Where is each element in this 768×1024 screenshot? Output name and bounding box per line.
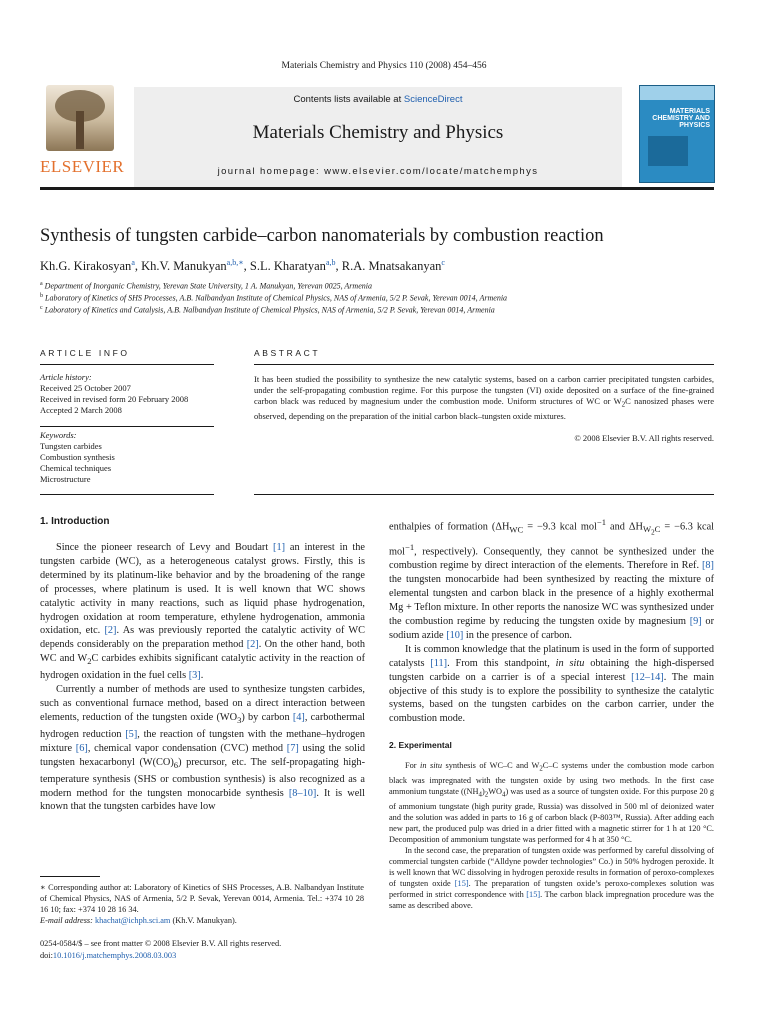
divider	[40, 494, 214, 495]
elsevier-logo[interactable]	[40, 85, 125, 183]
author-marks: a,b	[325, 258, 336, 267]
header-rule	[40, 187, 714, 190]
author-name: Kh.V. Manukyan	[141, 259, 227, 273]
section-heading-experimental: 2. Experimental	[389, 740, 452, 750]
author-name: S.L. Kharatyan	[249, 259, 326, 273]
affiliation: $^c$ Laboratory of Kinetics and Catalysis, A.B. Nalbandyan Institute of Chemical Physics, NAS of Armenia, 5/2 P. Sevak, Yerevan 0014, Armenia	[40, 305, 495, 315]
keywords: Keywords: Tungsten carbides Combustion synthesis Chemical techniques Microstructure	[40, 430, 214, 485]
citation-link[interactable]: [6]	[75, 742, 88, 754]
keyword: Microstructure	[40, 474, 91, 484]
elsevier-logo-text: ELSEVIER	[40, 157, 125, 176]
article-title: Synthesis of tungsten carbide–carbon nanomaterials by combustion reaction	[40, 226, 604, 246]
affiliation: $^b$ Laboratory of Kinetics of SHS Processes, A.B. Nalbandyan Institute of Chemical Physics, NAS of Armenia, 5/2 P. Sevak, Yerevan 0014, Armenia	[40, 293, 508, 303]
author-marks: c	[441, 258, 445, 267]
contents-line	[134, 94, 622, 105]
affiliation: $^a$ Department of Inorganic Chemistry, Yerevan State University, 1 A. Manukyan, Yerevan 0025, Armenia	[40, 281, 372, 291]
citation-link[interactable]: [4]	[292, 711, 305, 723]
citation-link[interactable]: [11]	[430, 657, 448, 669]
author-marks: a	[131, 258, 135, 267]
citation-link[interactable]: [5]	[125, 728, 138, 740]
divider	[254, 494, 714, 495]
journal-homepage[interactable]: journal homepage: www.elsevier.com/locate/matchemphys	[217, 166, 539, 177]
divider	[254, 364, 714, 365]
citation-link[interactable]: [8]	[701, 560, 714, 572]
section-heading-introduction: 1. Introduction	[40, 516, 110, 527]
email-link[interactable]: khachat@ichph.sci.am	[95, 916, 171, 925]
journal-cover[interactable]	[639, 85, 715, 183]
citation-link[interactable]: [15]	[526, 890, 541, 900]
elsevier-tree-icon	[46, 85, 114, 151]
keyword: Tungsten carbides	[40, 441, 102, 451]
abstract-text: It has been studied the possibility to synthesize the new catalytic systems, based on a carbon carrier precipitated tungsten carbides, under the self-propagating combustion regime. For this purpose the tungsten (VI) oxide deposited on a surface of the fine-grained carbon black was reduced by magnesium under the combustion mode. Uniform structures of WC or $W_2C$ nanosized phases were observed, depending on the preparation of the initial carbon black–tungsten oxide mixtures.	[254, 374, 714, 422]
citation-link[interactable]: [12–14]	[631, 671, 664, 683]
introduction-body: Since the pioneer research of Levy and Boudart [1] an interest in the tungsten carbide (WC), as a heterogeneous catalyst grows. Firstly, this is determined by its platinum-like behavior and by the broadening of the range of processes, where platinum is used. It is well known that WC shows catalytic activity in many reactions, such as liquid phase hydrogenation, hydrogen oxidation at room temperature, ethylene hydrogenation, ammonia oxidation, etc. [2]. As was previously reported the catalytic activity of WC depends considerably on the preparation method [2]. On the other hand, both WC and $W_2C$ carbides exhibits significant catalytic activity in the reaction of hydrogen oxidation in the fuel cells [3]. Currently a number of methods are used to synthesize tungsten carbides, such as conventional furnace method, based on a direct interaction between elements, reduction of the tungsten oxide $(WO_3)$ by carbon [4], carbothermal hydrogen reduction [5], the reaction of tungsten with the methane–hydrogen mixture [6], chemical vapor condensation (CVC) method [7] using the solid tungsten hexacarbonyl $(W(CO)_6)$ precursor, etc. The self-propagating high-temperature synthesis (SHS or combustion synthesis) is also recognized as a modern method for the tungsten monocarbide synthesis [8–10]. It is well known that the tungsten carbides have low	[40, 542, 366, 813]
citation-link[interactable]: [7]	[286, 742, 299, 754]
citation-link[interactable]: [3]	[188, 670, 201, 682]
experimental-body: For in situ synthesis of WC–C and $W_2C-C$ systems under the combustion mode carbon black was impregnated with the tungsten oxide by using two methods. In the first case ammonium tungstate $((NH_4)_2WO_4)$ was used as a source of tungsten oxide. For this purpose 20 g of ammonium tungstate (high purity grade, Russia) was dissolved in 500 ml of deionized water and the solution was added in parts to 16 g of carbon black (P-803™, Russia). After adding each new part, the produced pulp was dried in a drier fitted with a magnetic stirrer for 1 h at 120 °C. Decomposition of ammonium tungstate was performed for 4 h at 350 °C. In the second case, the preparation of tungsten oxide was performed by careful dissolving of commercial tungsten carbide (“Alldyne powder technologies” Co.) in 50% hydrogen peroxide. It is well known that WC dissolving in hydrogen peroxide results in formation of peroxo-complexes of tungsten oxide [15]. The preparation of tungsten oxide’s peroxo-complexes solution was performed in strict correspondence with [15]. The carbon black impregnation procedure was the same as described above.	[389, 761, 715, 911]
citation-link[interactable]: [9]	[689, 616, 702, 628]
contents-prefix: Contents lists available at	[293, 94, 404, 105]
citation-link[interactable]: [2]	[104, 625, 117, 637]
author-name: R.A. Mnatsakanyan	[341, 259, 442, 273]
introduction-continued: enthalpies of formation ($\Delta H_{WC} = -9.3$ kcal mol$^{-1}$ and $\Delta H_{W_2C} = -6.3$ kcal mol$^{-1}$, respectively). Consequently, they cannot be synthesized under the combustion regime by direct interaction of the elements. Therefore in Ref. [8] the tungsten monocarbide had been synthesized by reacting the mixture of elemental tungsten and carbon black in the presence of a highly exothermal Mg + Teflon mixture. In other reports the nanosize WC was synthesized under the combustion regime by reducing the tungsten oxide by magnesium [9] or sodium azide [10] in the presence of carbon. It is common knowledge that the platinum is used in the form of supported catalysts [11]. From this standpoint, in situ obtaining the high-dispersed tungsten carbide on a carrier is of a special interest [12–14]. The main objective of this study is to explore the possibility to synthesize the catalytic systems, based on the tungsten carbides on the carbon carrier, under the combustion mode.	[389, 517, 715, 725]
article-info-heading: ARTICLE INFO	[40, 348, 130, 358]
divider	[40, 364, 214, 365]
sciencedirect-link[interactable]: ScienceDirect	[403, 94, 463, 105]
citation-link[interactable]: [2]	[246, 639, 259, 651]
author-name: Kh.G. Kirakosyan	[40, 259, 132, 273]
keyword: Chemical techniques	[40, 463, 112, 473]
running-head: Materials Chemistry and Physics 110 (2008) 454–456	[281, 61, 487, 71]
doi-link[interactable]: 10.1016/j.matchemphys.2008.03.003	[52, 950, 177, 960]
abstract-copyright: © 2008 Elsevier B.V. All rights reserved.	[574, 433, 714, 443]
keyword: Combustion synthesis	[40, 452, 115, 462]
author-marks: a,b,∗	[226, 258, 244, 267]
author-list: Kh.G. Kirakosyan$^a$, Kh.V. Manukyan$^{a,b,∗}$, S.L. Kharatyan$^{a,b}$, R.A. Mnatsakanyan$^c$	[40, 258, 445, 273]
citation-link[interactable]: [15]	[454, 879, 469, 889]
footnote-rule	[40, 876, 100, 877]
journal-title: Materials Chemistry and Physics	[252, 122, 504, 143]
page-footer: 0254-0584/$ – see front matter © 2008 Elsevier B.V. All rights reserved. doi:10.1016/j.matchemphys.2008.03.003	[40, 939, 282, 960]
citation-link[interactable]: [10]	[446, 629, 464, 641]
divider	[40, 426, 214, 427]
citation-link[interactable]: [8–10]	[288, 787, 317, 799]
abstract-heading: ABSTRACT	[254, 348, 321, 358]
citation-link[interactable]: [1]	[273, 542, 286, 553]
corresponding-author-footnote: ∗ Corresponding author at: Laboratory of Kinetics of SHS Processes, A.B. Nalbandyan Institute of Chemical Physics, NAS of Armenia, 5/2 P. Sevak, Yerevan 0014, Armenia. Tel.: +374 10 28 16 10; fax: +374 10 28 16 34. E-mail address: khachat@ichph.sci.am (Kh.V. Manukyan).	[40, 883, 364, 925]
cover-title: MATERIALS CHEMISTRY AND PHYSICS	[652, 108, 710, 129]
article-history: Article history: Received 25 October 2007 Received in revised form 20 February 2008 Accepted 2 March 2008	[40, 372, 189, 415]
